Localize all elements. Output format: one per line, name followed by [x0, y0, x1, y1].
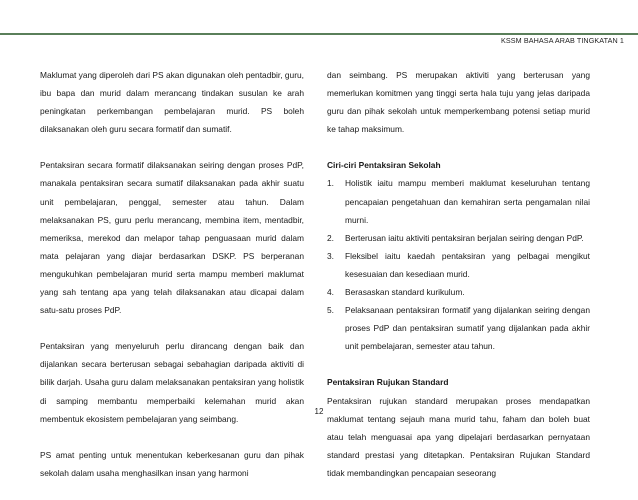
list-item-number: 3.: [327, 250, 334, 261]
left-paragraph-4: PS amat penting untuk menentukan keberkesanan guru dan pihak sekolah dalam usaha menghasilkan insan yang harmoni: [40, 449, 304, 478]
list-item: [327, 174, 590, 228]
list-item-number: 4.: [327, 287, 334, 298]
right-intro-paragraph: dan seimbang. PS merupakan aktiviti yang berterusan yang memerlukan komitmen yang tinggi serta hala tuju yang jelas daripada guru dan pihak sekolah untuk memperkembang potensi setiap murid ke tahap maksimum.: [327, 70, 590, 135]
list-item: [327, 229, 590, 247]
list-item-number: 5.: [327, 305, 334, 316]
list-item-text: Pelaksanaan pentaksiran formatif yang dijalankan seiring dengan proses PdP dan pentaksiran sumatif yang dijalankan pada akhir unit pembelajaran, semester atau tahun.: [345, 305, 590, 352]
list-item: [327, 247, 590, 283]
list-item-text: Berasaskan standard kurikulum.: [345, 287, 465, 298]
left-paragraph-3: Pentaksiran yang menyeluruh perlu dirancang dengan baik dan dijalankan secara berterusan sebagai sebahagian daripada aktiviti di bilik darjah. Usaha guru dalam melaksanakan pentaksiran yang holistik di samping membantu memperbaiki kelemahan murid akan membentuk ekosistem pembelajaran yang seimbang.: [40, 341, 304, 424]
list-item: [327, 301, 590, 355]
list-item-text: Holistik iaitu mampu memberi maklumat keseluruhan tentang pencapaian pengetahuan dan kemahiran serta pengamalan nilai murni.: [345, 178, 590, 225]
rujukan-standard-paragraph: Pentaksiran rujukan standard merupakan proses mendapatkan maklumat tentang sejauh mana murid tahu, faham dan boleh buat atau telah menguasai apa yang dipelajari berdasarkan pernyataan standard prestasi yang ditetapkan. Pentaksiran Rujukan Standard tidak membandingkan pencapaian seseorang: [327, 395, 590, 478]
section-heading-ciri-ciri: Ciri-ciri Pentaksiran Sekolah: [327, 160, 441, 171]
header-rule: [0, 33, 638, 35]
left-column: [40, 66, 304, 500]
list-item: [327, 283, 590, 301]
page-number: 12: [314, 407, 324, 416]
left-paragraph-1: Maklumat yang diperoleh dari PS akan digunakan oleh pentadbir, guru, ibu bapa dan murid dalam merancang tindakan susulan ke arah peningkatan perkembangan pembelajaran murid. PS boleh dilaksanakan oleh guru secara formatif dan sumatif.: [40, 70, 304, 135]
list-item-number: 2.: [327, 232, 334, 243]
list-item-number: 1.: [327, 178, 334, 189]
list-item-text: Berterusan iaitu aktiviti pentaksiran berjalan seiring dengan PdP.: [345, 232, 584, 243]
left-paragraph-2: Pentaksiran secara formatif dilaksanakan seiring dengan proses PdP, manakala pentaksiran secara sumatif dilaksanakan pada akhir suatu unit pembelajaran, penggal, semester atau tahun. Dalam melaksanakan PS, guru perlu merancang, membina item, mentadbir, memeriksa, merekod dan melapor tahap penguasaan murid dalam mata pelajaran yang diajar berdasarkan DSKP. PS berperanan mengukuhkan pembelajaran murid serta mampu memberi maklumat yang sah tentang apa yang telah dilaksanakan atau dicapai dalam satu-satu proses PdP.: [40, 160, 304, 316]
list-item-text: Fleksibel iaitu kaedah pentaksiran yang pelbagai mengikut kesesuaian dan kesediaan murid.: [345, 250, 590, 279]
page-header: [0, 17, 638, 45]
ciri-ciri-list: [327, 174, 590, 355]
right-column: [327, 66, 590, 500]
section-heading-rujukan-standard: Pentaksiran Rujukan Standard: [327, 377, 449, 388]
header-title: KSSM BAHASA ARAB TINGKATAN 1: [500, 36, 624, 45]
